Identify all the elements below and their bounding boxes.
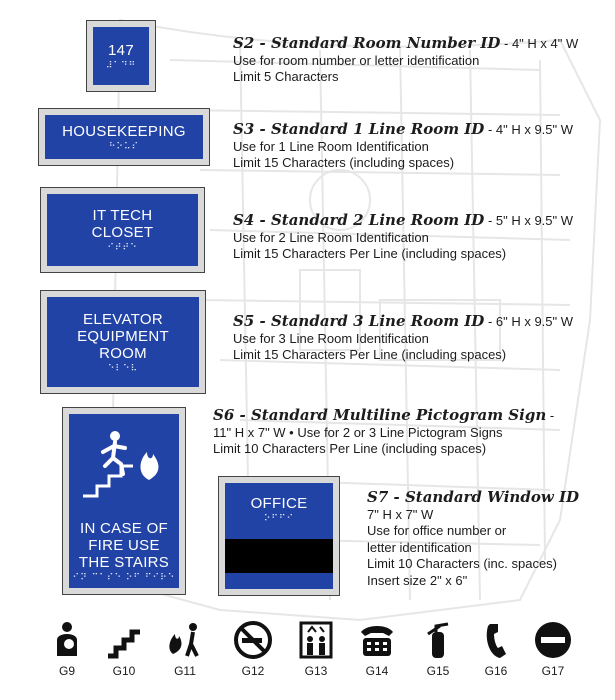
sign-title: S2 - Standard Room Number ID bbox=[233, 34, 501, 52]
braille-dots: ⠓⠕⠥⠎ bbox=[108, 141, 140, 152]
fire-stairs-pictogram-icon bbox=[79, 424, 169, 502]
desc-line: Use for office number or bbox=[367, 523, 507, 538]
window-insert-band bbox=[225, 539, 333, 573]
pictogram-label: G11 bbox=[174, 664, 196, 678]
sign-dimensions: - 6" H x 9.5" W bbox=[484, 314, 574, 329]
fire-extinguisher-icon bbox=[418, 620, 458, 660]
desc-line: letter identification bbox=[367, 539, 472, 555]
desc-line: Limit 15 Characters Per Line (including spaces) bbox=[233, 246, 507, 261]
sample-line: EQUIPMENT bbox=[77, 327, 169, 345]
sign-dimensions: - bbox=[546, 408, 555, 423]
sample-line: HOUSEKEEPING bbox=[62, 122, 186, 140]
no-smoking-icon bbox=[233, 620, 273, 660]
sign-title: S6 - Standard Multiline Pictogram Sign bbox=[213, 406, 547, 424]
sample-line: 147 bbox=[108, 41, 134, 59]
sign-s7-sample bbox=[218, 476, 340, 596]
sign-s7-description bbox=[367, 489, 579, 589]
pictogram-label: G17 bbox=[541, 664, 565, 678]
desc-line: Limit 15 Characters (including spaces) bbox=[233, 155, 455, 170]
sign-s6-description bbox=[213, 407, 554, 458]
sample-line: IN CASE OF bbox=[79, 520, 168, 537]
do-not-enter-icon bbox=[533, 620, 573, 660]
braille-dots: ⠊⠝ ⠉⠁⠎⠑ ⠕⠋ ⠋⠊⠗⠑ bbox=[72, 573, 176, 583]
sign-plate bbox=[45, 115, 203, 159]
pictogram-label: G9 bbox=[58, 664, 75, 678]
desc-line: Use for room number or letter identification bbox=[233, 52, 480, 68]
sign-plate bbox=[69, 414, 179, 588]
desc-line: Use for 3 Line Room Identification bbox=[233, 330, 429, 346]
tty-phone-icon bbox=[357, 620, 397, 660]
pictogram-label: G13 bbox=[304, 664, 328, 678]
elevator-icon bbox=[296, 620, 336, 660]
sign-s4-description bbox=[233, 212, 573, 263]
sample-line: THE STAIRS bbox=[78, 554, 170, 571]
desc-line: Insert size 2" x 6" bbox=[367, 572, 468, 588]
sign-s3-sample bbox=[38, 108, 210, 166]
telephone-icon bbox=[476, 620, 516, 660]
sign-title: S4 - Standard 2 Line Room ID bbox=[233, 211, 485, 229]
pictogram-label: G15 bbox=[426, 664, 450, 678]
desc-line: 7" H x 7" W bbox=[367, 506, 434, 522]
pictogram-label: G12 bbox=[241, 664, 265, 678]
sign-s2-description bbox=[233, 35, 578, 86]
sample-line: CLOSET bbox=[91, 224, 154, 241]
sample-line: IT TECH bbox=[92, 207, 153, 224]
pictogram-label: G10 bbox=[112, 664, 136, 678]
desc-line: Use for 1 Line Room Identification bbox=[233, 138, 429, 154]
sign-plate bbox=[47, 194, 198, 266]
desc-line: Limit 15 Characters Per Line (including spaces) bbox=[233, 347, 507, 362]
fire-stairs-icon bbox=[165, 620, 205, 660]
sample-line: OFFICE bbox=[250, 495, 308, 512]
desc-line: Limit 10 Characters Per Line (including spaces) bbox=[213, 441, 487, 456]
sign-title: S7 - Standard Window ID bbox=[367, 488, 579, 506]
braille-dots: ⠊⠞⠞⠑ bbox=[107, 243, 138, 253]
desc-line: 11" H x 7" W • Use for 2 or 3 Line Pictogram Signs bbox=[213, 424, 503, 440]
sign-dimensions: - 5" H x 9.5" W bbox=[484, 213, 574, 228]
sign-dimensions: - 4" H x 9.5" W bbox=[484, 122, 574, 137]
sign-s6-sample bbox=[62, 407, 186, 595]
sign-s4-sample bbox=[40, 187, 205, 273]
sign-s5-description bbox=[233, 313, 573, 364]
stairs-icon bbox=[104, 620, 144, 660]
sample-line: ROOM bbox=[99, 344, 147, 362]
sign-s5-sample bbox=[40, 290, 206, 394]
sign-title: S5 - Standard 3 Line Room ID bbox=[233, 312, 485, 330]
sample-line: FIRE USE bbox=[88, 537, 160, 554]
sign-title: S3 - Standard 1 Line Room ID bbox=[233, 120, 485, 138]
sign-plate bbox=[93, 27, 149, 85]
pictogram-label: G14 bbox=[365, 664, 389, 678]
desc-line: Limit 10 Characters (inc. spaces) bbox=[367, 556, 558, 571]
braille-dots: ⠕⠋⠋⠊ bbox=[263, 514, 295, 524]
sign-plate bbox=[225, 483, 333, 589]
sign-s2-sample bbox=[86, 20, 156, 92]
desc-line: Use for 2 Line Room Identification bbox=[233, 229, 429, 245]
sign-s3-description bbox=[233, 121, 573, 172]
sign-plate bbox=[47, 297, 199, 387]
sample-line: ELEVATOR bbox=[83, 310, 163, 328]
nursing-mother-icon bbox=[47, 620, 87, 660]
pictogram-label: G16 bbox=[484, 664, 508, 678]
sign-dimensions: - 4" H x 4" W bbox=[500, 36, 579, 51]
braille-dots: ⠼⠁⠙⠛ bbox=[105, 60, 137, 71]
braille-dots: ⠑⠇⠑⠧ bbox=[107, 363, 139, 374]
desc-line: Limit 5 Characters bbox=[233, 69, 339, 84]
